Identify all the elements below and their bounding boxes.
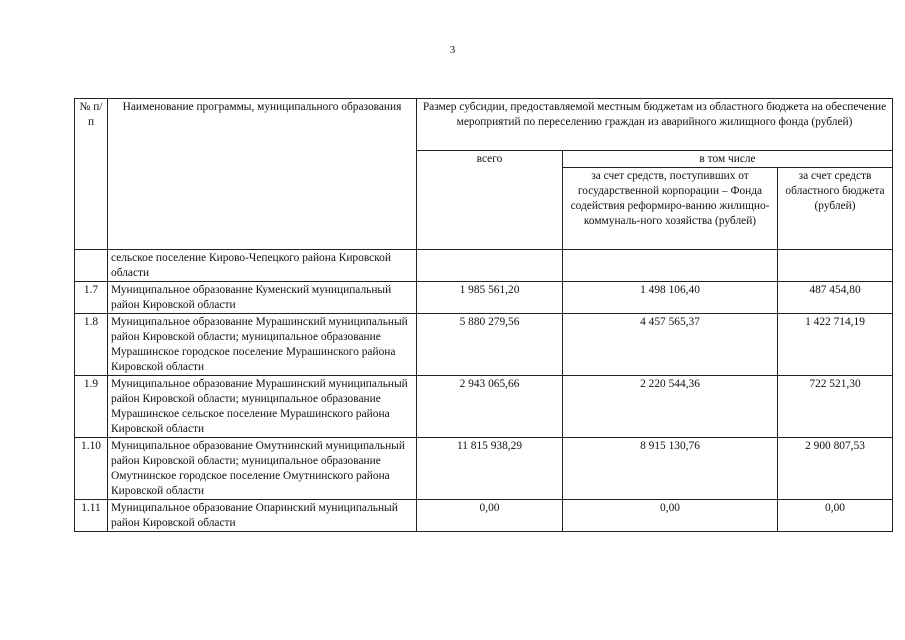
subsidy-table bbox=[74, 98, 893, 532]
municipality-name: Муниципальное образование Омутнинский муниципальный район Кировской области; муниципальное образование Омутнинское городское поселение Омутнинского района Кировской области bbox=[108, 438, 417, 500]
header-regional: за счет средств областного бюджета (рублей) bbox=[778, 168, 893, 250]
fund-amount bbox=[563, 250, 778, 282]
header-subsidy: Размер субсидии, предоставляемой местным бюджетам из областного бюджета на обеспечение мероприятий по переселению граждан из аварийного жилищного фонда (рублей) bbox=[417, 99, 893, 151]
municipality-name: сельское поселение Кирово-Чепецкого района Кировской области bbox=[108, 250, 417, 282]
fund-amount: 8 915 130,76 bbox=[563, 438, 778, 500]
fund-amount: 0,00 bbox=[563, 500, 778, 532]
table-row bbox=[75, 282, 893, 314]
header-row-1 bbox=[75, 99, 893, 151]
regional-amount: 0,00 bbox=[778, 500, 893, 532]
municipality-name: Муниципальное образование Куменский муниципальный район Кировской области bbox=[108, 282, 417, 314]
row-number: 1.11 bbox=[75, 500, 108, 532]
municipality-name: Муниципальное образование Опаринский муниципальный район Кировской области bbox=[108, 500, 417, 532]
header-total: всего bbox=[417, 151, 563, 250]
table-body bbox=[75, 250, 893, 532]
row-number bbox=[75, 250, 108, 282]
row-number: 1.10 bbox=[75, 438, 108, 500]
table-row bbox=[75, 500, 893, 532]
row-number: 1.9 bbox=[75, 376, 108, 438]
regional-amount: 1 422 714,19 bbox=[778, 314, 893, 376]
total-amount: 0,00 bbox=[417, 500, 563, 532]
total-amount: 2 943 065,66 bbox=[417, 376, 563, 438]
table-row bbox=[75, 314, 893, 376]
header-fund: за счет средств, поступивших от государственной корпорации – Фонда содействия реформиро-ванию жилищно-коммуналь-ного хозяйства (рублей) bbox=[563, 168, 778, 250]
total-amount: 1 985 561,20 bbox=[417, 282, 563, 314]
table-row bbox=[75, 376, 893, 438]
header-num: № п/п bbox=[75, 99, 108, 250]
regional-amount: 2 900 807,53 bbox=[778, 438, 893, 500]
regional-amount: 722 521,30 bbox=[778, 376, 893, 438]
row-number: 1.8 bbox=[75, 314, 108, 376]
total-amount: 11 815 938,29 bbox=[417, 438, 563, 500]
row-number: 1.7 bbox=[75, 282, 108, 314]
header-name: Наименование программы, муниципального образования bbox=[108, 99, 417, 250]
table-row bbox=[75, 250, 893, 282]
header-including: в том числе bbox=[563, 151, 893, 168]
total-amount bbox=[417, 250, 563, 282]
regional-amount bbox=[778, 250, 893, 282]
total-amount: 5 880 279,56 bbox=[417, 314, 563, 376]
page-number: 3 bbox=[449, 44, 456, 56]
municipality-name: Муниципальное образование Мурашинский муниципальный район Кировской области; муниципальное образование Мурашинское городское поселение Мурашинского района Кировской области bbox=[108, 314, 417, 376]
regional-amount: 487 454,80 bbox=[778, 282, 893, 314]
table-row bbox=[75, 438, 893, 500]
fund-amount: 1 498 106,40 bbox=[563, 282, 778, 314]
fund-amount: 4 457 565,37 bbox=[563, 314, 778, 376]
municipality-name: Муниципальное образование Мурашинский муниципальный район Кировской области; муниципальное образование Мурашинское сельское поселение Мурашинского района Кировской области bbox=[108, 376, 417, 438]
fund-amount: 2 220 544,36 bbox=[563, 376, 778, 438]
